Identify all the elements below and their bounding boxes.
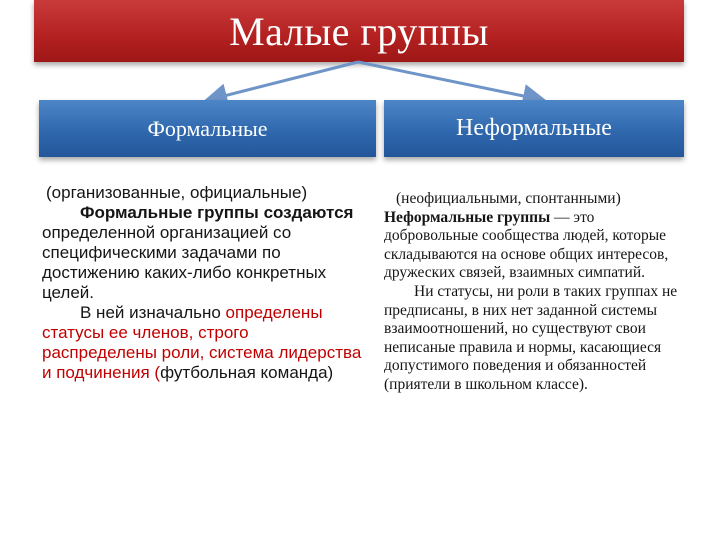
formal-subtitle: (организованные, официальные) [46,183,308,202]
formal-definition-text: определенной организацией со специфическими задачами по достижению каких-либо конкретных целей. [42,223,327,302]
informal-subtitle: (неофициальными, спонтанными) [396,190,621,207]
informal-header-box [384,100,684,157]
informal-description [384,190,690,395]
formal-verb: создаются [263,203,354,222]
formal-roles-highlight: определены статусы ее членов, строго распределены роли, система лидерства и подчинения ( [42,303,362,382]
formal-roles [42,303,362,383]
informal-definition [384,209,690,283]
formal-example: футбольная команда) [160,363,334,382]
formal-description [42,183,362,383]
formal-header-box [39,100,376,157]
informal-roles: Ни статусы, ни роли в таких группах не предписаны, в них нет заданной системы взаимоотношений, но существуют свои неписаные правила и нормы, касающиеся допустимого поведения и обязанностей (приятели в школьном классе). [384,282,678,393]
informal-term: Неформальные группы [384,208,551,226]
formal-header-label: Формальные [147,115,268,141]
arrow-to-formal [212,62,358,99]
arrow-to-informal [358,62,538,99]
formal-term: Формальные группы [80,203,259,222]
title-bar [34,0,684,62]
formal-roles-start: В ней изначально [80,303,226,322]
informal-header-label: Неформальные [456,115,612,141]
formal-definition [42,203,362,303]
informal-definition-text: — это добровольные сообщества людей, которые складываются на основе общих интересов, дружеских связей, взаимных симпатий. [384,208,669,282]
diagram-title: Малые группы [229,8,489,54]
